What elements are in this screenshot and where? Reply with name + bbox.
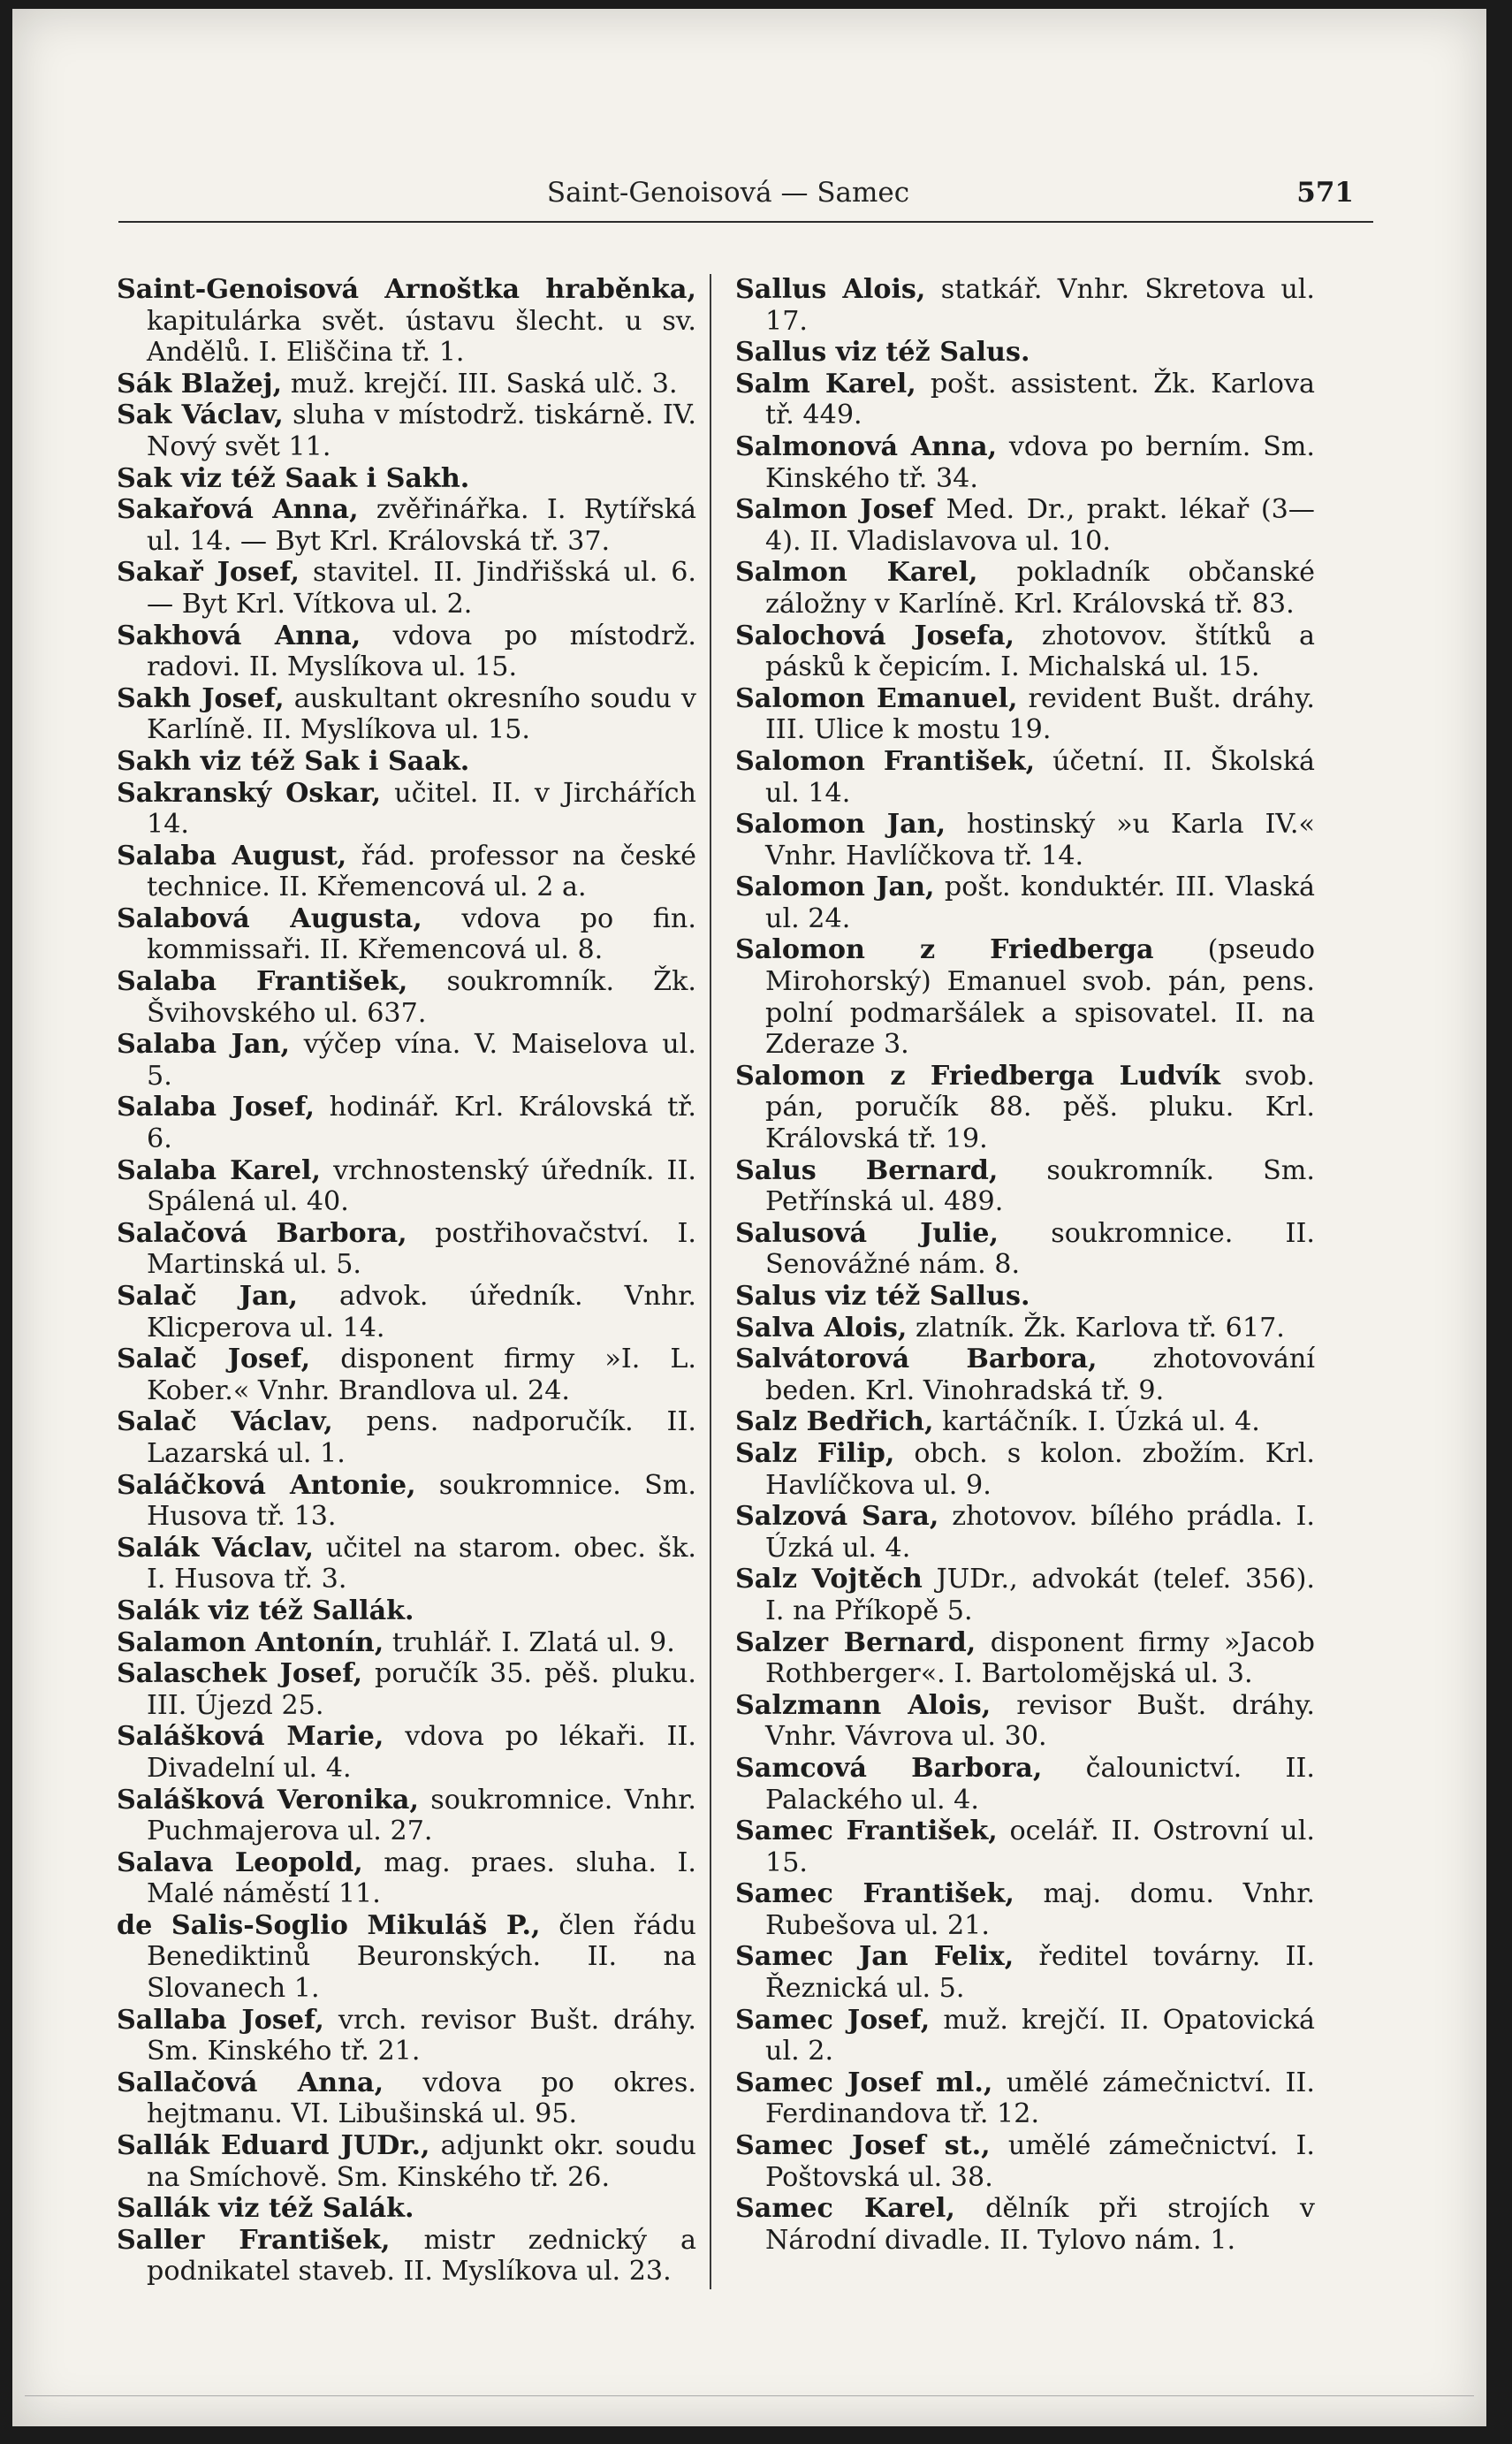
- entry-details: (pseudo Mirohorský) Emanuel svob. pán, pens. polní podmaršálek a spisovatel. II. na Zderaze 3.: [765, 934, 1315, 1061]
- entry-name: Salmon Josef: [735, 494, 934, 526]
- entry-name: Salzová Sara,: [735, 1501, 939, 1533]
- directory-entry: [735, 1941, 1315, 2004]
- entry-details: mistr zednický a podnikatel staveb. II. Myslíkova ul. 23.: [147, 2224, 696, 2288]
- entry-details: postřihovačství. I. Martinská ul. 5.: [147, 1217, 696, 1281]
- entry-name: Salvátorová Barbora,: [735, 1344, 1098, 1375]
- entry-details: svob. pán, poručík 88. pěš. pluku. Krl. Královská tř. 19.: [765, 1060, 1315, 1155]
- entry-name: Salus Bernard,: [735, 1154, 999, 1186]
- entry-name: Saller František,: [117, 2224, 391, 2256]
- page-number: 571: [1296, 177, 1354, 209]
- directory-entry: [117, 1344, 696, 1406]
- entry-name: Samec František,: [735, 1878, 1014, 1910]
- directory-entry: [735, 431, 1315, 494]
- entry-details: soukromnice. Sm. Husova tř. 13.: [147, 1469, 696, 1533]
- directory-entry: [117, 1092, 696, 1154]
- entry-name: Salus viz též Sallus.: [735, 1281, 1030, 1312]
- entry-details: revisor Bušt. dráhy. Vnhr. Vávrova ul. 30.: [765, 1689, 1315, 1753]
- directory-entry: [117, 1029, 696, 1092]
- entry-name: Salmon Karel,: [735, 557, 978, 589]
- directory-entry: [117, 400, 696, 462]
- entry-details: sluha v místodrž. tiskárně. IV. Nový svět 11.: [147, 400, 696, 462]
- directory-entry: [117, 463, 696, 495]
- entry-details: muž. krejčí. III. Saská ulč. 3.: [282, 368, 678, 400]
- entry-name: Salák viz též Sallák.: [117, 1595, 414, 1626]
- entry-details: čalounictví. II. Palackého ul. 4.: [765, 1752, 1315, 1816]
- directory-entry: [117, 841, 696, 903]
- entry-details: pošt. konduktér. III. Vlaská ul. 24.: [765, 872, 1315, 934]
- directory-entry: [735, 621, 1315, 683]
- entry-name: Salamon Antonín,: [117, 1626, 384, 1658]
- entry-name: Sak viz též Saak i Sakh.: [117, 462, 470, 494]
- directory-entry: [735, 2193, 1315, 2256]
- entry-details: poručík 35. pěš. pluku. III. Újezd 25.: [147, 1658, 696, 1721]
- entry-name: Sakranský Oskar,: [117, 777, 382, 809]
- directory-entry: [117, 746, 696, 778]
- directory-entry: [735, 1816, 1315, 1878]
- directory-entry: [735, 934, 1315, 1060]
- directory-entry: [117, 1847, 696, 1910]
- entry-name: Salášková Marie,: [117, 1721, 384, 1753]
- entry-details: pens. nadporučík. II. Lazarská ul. 1.: [147, 1406, 696, 1469]
- entry-details: advok. úředník. Vnhr. Klicperova ul. 14.: [147, 1281, 696, 1344]
- entry-name: Sakh viz též Sak i Saak.: [117, 745, 470, 777]
- entry-details: adjunkt okr. soudu na Smíchově. Sm. Kinského tř. 26.: [147, 2130, 697, 2193]
- entry-details: hostinský »u Karla IV.« Vnhr. Havlíčkova tř. 14.: [765, 809, 1315, 872]
- directory-entry: [117, 2130, 696, 2193]
- entry-details: kapitulárka svět. ústavu šlecht. u sv. Andělů. I. Eliščina tř. 1.: [147, 305, 696, 369]
- entry-name: Sakařová Anna,: [117, 494, 359, 526]
- directory-entry: [117, 1910, 696, 2005]
- directory-entry: [117, 557, 696, 620]
- entry-details: stavitel. II. Jindřišská ul. 6. — Byt Krl. Vítkova ul. 2.: [147, 557, 697, 620]
- directory-entry: [735, 1627, 1315, 1690]
- directory-entry: [117, 2193, 696, 2225]
- directory-entry: [735, 872, 1315, 934]
- entry-details: muž. krejčí. II. Opatovická ul. 2.: [765, 2004, 1315, 2067]
- entry-name: Sallaba Josef,: [117, 2004, 324, 2036]
- entry-name: Saint-Genoisová Arnoštka hraběnka,: [117, 274, 696, 305]
- directory-entry: [117, 1785, 696, 1847]
- entry-details: truhlář. I. Zlatá ul. 9.: [384, 1626, 675, 1658]
- directory-entry: [735, 2130, 1315, 2193]
- entry-name: Salaba František,: [117, 966, 408, 998]
- directory-entry: [735, 1690, 1315, 1753]
- directory-entry: [117, 1658, 696, 1721]
- entry-name: Salomon Emanuel,: [735, 682, 1018, 714]
- directory-entry: [735, 369, 1315, 431]
- directory-entry: [735, 1406, 1315, 1438]
- directory-entry: [735, 557, 1315, 620]
- entry-details: dělník při strojích v Národní divadle. II. Tylovo nám. 1.: [765, 2193, 1315, 2256]
- entry-details: JUDr., advokát (telef. 356). I. na Příkopě 5.: [765, 1564, 1315, 1626]
- entry-details: pošt. assistent. Žk. Karlova tř. 449.: [765, 368, 1315, 431]
- entry-name: Salaba Karel,: [117, 1154, 321, 1186]
- entry-name: Samec Josef st.,: [735, 2130, 991, 2162]
- entry-details: statkář. Vnhr. Skretova ul. 17.: [765, 274, 1316, 337]
- entry-name: Salaschek Josef,: [117, 1658, 363, 1690]
- directory-entry: [117, 683, 696, 746]
- entry-name: Sák Blažej,: [117, 368, 283, 400]
- directory-entry: [735, 337, 1315, 369]
- directory-entry: [735, 1438, 1315, 1501]
- entry-name: Sakhová Anna,: [117, 620, 361, 651]
- directory-entry: [117, 903, 696, 966]
- entry-name: Sakh Josef,: [117, 682, 285, 714]
- directory-entry: [117, 494, 696, 557]
- directory-entry: [735, 683, 1315, 746]
- directory-entry: [117, 966, 696, 1029]
- entry-name: Salava Leopold,: [117, 1846, 363, 1878]
- directory-entry: [117, 778, 696, 841]
- entry-details: řád. professor na české technice. II. Křemencová ul. 2 a.: [147, 840, 696, 903]
- directory-entry: [735, 1313, 1315, 1344]
- entry-details: kartáčník. I. Úzká ul. 4.: [933, 1406, 1260, 1438]
- entry-details: ocelář. II. Ostrovní ul. 15.: [765, 1816, 1315, 1878]
- directory-entry: [117, 2005, 696, 2067]
- directory-entry: [117, 2067, 696, 2130]
- entry-name: Salzmann Alois,: [735, 1689, 992, 1721]
- directory-entry: [735, 1155, 1315, 1218]
- directory-entry: [117, 1406, 696, 1469]
- entry-details: umělé zámečnictví. I. Poštovská ul. 38.: [765, 2130, 1315, 2193]
- entry-details: ředitel továrny. II. Řeznická ul. 5.: [765, 1941, 1315, 2005]
- entry-name: Samec Josef ml.,: [735, 2067, 993, 2098]
- directory-entry: [735, 1218, 1315, 1281]
- entry-name: Sallus viz též Salus.: [735, 337, 1030, 369]
- directory-entry: [117, 1627, 696, 1659]
- entry-name: Samec Karel,: [735, 2193, 955, 2225]
- footer-rule: [25, 2395, 1474, 2396]
- directory-entry: [117, 1470, 696, 1533]
- entry-name: Salášková Veronika,: [117, 1784, 419, 1816]
- entry-details: revident Bušt. dráhy. III. Ulice k mostu 19.: [765, 682, 1316, 746]
- entry-name: Samec Josef,: [735, 2004, 931, 2036]
- directory-entry: [117, 1281, 696, 1344]
- entry-details: zhotovov. bílého prádla. I. Úzká ul. 4.: [765, 1501, 1315, 1564]
- entry-details: učitel. II. v Jirchářích 14.: [147, 777, 696, 841]
- entry-details: disponent firmy »I. L. Kober.« Vnhr. Brandlova ul. 24.: [147, 1344, 697, 1406]
- entry-name: Salmonová Anna,: [735, 430, 998, 462]
- entry-details: soukromnice. Vnhr. Puchmajerova ul. 27.: [147, 1784, 696, 1847]
- entry-details: disponent firmy »Jacob Rothberger«. I. Bartolomějská ul. 3.: [765, 1626, 1316, 1690]
- entry-details: vdova po berním. Sm. Kinského tř. 34.: [765, 430, 1315, 494]
- entry-details: umělé zámečnictví. II. Ferdinandova tř. 12.: [765, 2067, 1316, 2130]
- entry-details: zhotovování beden. Krl. Vinohradská tř. 9.: [765, 1344, 1315, 1406]
- entry-name: Sallačová Anna,: [117, 2067, 384, 2098]
- directory-page: [12, 9, 1486, 2426]
- entry-name: Salusová Julie,: [735, 1217, 999, 1249]
- right-column: [735, 274, 1315, 2256]
- directory-entry: [735, 1878, 1315, 1941]
- entry-details: vdova po lékaři. II. Divadelní ul. 4.: [147, 1721, 697, 1784]
- entry-name: Salomon Jan,: [735, 872, 935, 903]
- entry-name: Salač Jan,: [117, 1281, 299, 1312]
- entry-name: Saláčková Antonie,: [117, 1469, 416, 1501]
- directory-entry: [735, 809, 1315, 872]
- entry-details: vrchnostenský úředník. II. Spálená ul. 40.: [147, 1154, 697, 1218]
- entry-name: Salz Vojtěch: [735, 1564, 923, 1595]
- entry-name: Salomon z Friedberga Ludvík: [735, 1060, 1220, 1092]
- entry-details: soukromník. Žk. Švihovského ul. 637.: [147, 966, 696, 1029]
- entry-name: Sallák Eduard JUDr.,: [117, 2130, 430, 2162]
- directory-entry: [117, 1155, 696, 1218]
- directory-entry: [117, 2225, 696, 2288]
- directory-entry: [117, 1595, 696, 1627]
- entry-name: Salzer Bernard,: [735, 1626, 976, 1658]
- entry-details: výčep vína. V. Maiselova ul. 5.: [147, 1029, 696, 1092]
- entry-name: Salaba Josef,: [117, 1092, 315, 1123]
- directory-entry: [735, 1281, 1315, 1313]
- directory-entry: [735, 1061, 1315, 1155]
- entry-name: Samec Jan Felix,: [735, 1941, 1014, 1973]
- entry-details: mag. praes. sluha. I. Malé náměstí 11.: [147, 1846, 696, 1910]
- entry-details: vdova po okres. hejtmanu. VI. Libušinská ul. 95.: [147, 2067, 696, 2130]
- left-column: [117, 274, 696, 2288]
- directory-entry: [735, 274, 1315, 337]
- column-divider: [710, 274, 711, 2289]
- directory-entry: [735, 746, 1315, 809]
- entry-name: Sallák viz též Salák.: [117, 2193, 414, 2225]
- directory-entry: [117, 369, 696, 400]
- entry-details: vrch. revisor Bušt. dráhy. Sm. Kinského tř. 21.: [147, 2004, 697, 2067]
- entry-name: Salomon z Friedberga: [735, 934, 1154, 966]
- entry-details: auskultant okresního soudu v Karlíně. II. Myslíkova ul. 15.: [147, 682, 696, 746]
- entry-name: Salák Václav,: [117, 1532, 315, 1564]
- directory-entry: [735, 2067, 1315, 2130]
- entry-name: Salochová Josefa,: [735, 620, 1015, 651]
- entry-name: Salabová Augusta,: [117, 902, 422, 934]
- directory-entry: [735, 494, 1315, 557]
- entry-name: Salz Filip,: [735, 1437, 895, 1469]
- entry-details: hodinář. Krl. Královská tř. 6.: [147, 1092, 696, 1155]
- entry-details: zlatník. Žk. Karlova tř. 617.: [907, 1312, 1285, 1344]
- entry-name: Salomon František,: [735, 745, 1036, 777]
- entry-name: Salaba Jan,: [117, 1029, 290, 1061]
- entry-details: pokladník občanské záložny v Karlíně. Krl. Královská tř. 83.: [765, 557, 1316, 620]
- entry-details: soukromnice. II. Senovážné nám. 8.: [765, 1217, 1316, 1281]
- entry-name: Sak Václav,: [117, 400, 284, 431]
- entry-name: Salačová Barbora,: [117, 1217, 407, 1249]
- entry-name: Salm Karel,: [735, 368, 916, 400]
- entry-name: Sallus Alois,: [735, 274, 926, 305]
- entry-name: Salomon Jan,: [735, 809, 946, 841]
- entry-name: Samec František,: [735, 1816, 998, 1847]
- directory-entry: [117, 274, 696, 369]
- directory-entry: [117, 1533, 696, 1595]
- entry-name: Salač Josef,: [117, 1344, 311, 1375]
- directory-entry: [735, 2005, 1315, 2067]
- entry-details: člen řádu Benediktinů Beuronských. II. na Slovanech 1.: [147, 1909, 696, 2005]
- directory-entry: [117, 621, 696, 683]
- entry-name: Samcová Barbora,: [735, 1752, 1043, 1784]
- running-title: Saint-Genoisová — Samec: [546, 177, 910, 209]
- directory-entry: [735, 1344, 1315, 1406]
- entry-name: Salva Alois,: [735, 1312, 908, 1344]
- entry-details: obch. s kolon. zbožím. Krl. Havlíčkova ul. 9.: [765, 1437, 1315, 1501]
- entry-details: učitel na starom. obec. šk. I. Husova tř. 3.: [147, 1532, 696, 1595]
- entry-details: maj. domu. Vnhr. Rubešova ul. 21.: [765, 1878, 1315, 1941]
- entry-name: Salač Václav,: [117, 1406, 333, 1438]
- directory-entry: [735, 1753, 1315, 1816]
- entry-name: Salaba August,: [117, 840, 347, 872]
- directory-entry: [117, 1721, 696, 1784]
- entry-name: Sakař Josef,: [117, 557, 300, 589]
- entry-details: účetní. II. Školská ul. 14.: [765, 745, 1315, 809]
- entry-details: zhotovov. štítků a pásků k čepicím. I. Michalská ul. 15.: [765, 620, 1315, 683]
- header-rule: [118, 221, 1373, 223]
- entry-details: zvěřinářka. I. Rytířská ul. 14. — Byt Krl. Královská tř. 37.: [147, 494, 696, 557]
- entry-name: Salz Bedřich,: [735, 1406, 934, 1438]
- entry-details: Med. Dr., prakt. lékař (3—4). II. Vladislavova ul. 10.: [765, 494, 1315, 557]
- entry-name: de Salis-Soglio Mikuláš P.,: [117, 1909, 541, 1941]
- directory-entry: [735, 1501, 1315, 1564]
- entry-details: soukromník. Sm. Petřínská ul. 489.: [765, 1154, 1315, 1218]
- page-header: [118, 177, 1354, 230]
- entry-details: vdova po fin. kommissaři. II. Křemencová ul. 8.: [147, 902, 696, 966]
- entry-details: vdova po místodrž. radovi. II. Myslíkova ul. 15.: [147, 620, 696, 683]
- directory-entry: [117, 1218, 696, 1281]
- directory-entry: [735, 1564, 1315, 1626]
